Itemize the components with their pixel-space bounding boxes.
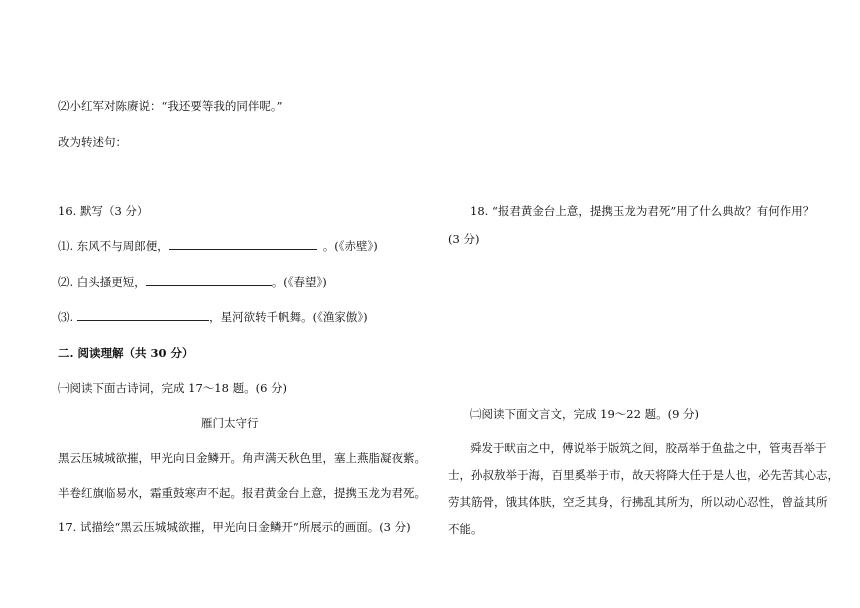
q16-1-suffix: 。(《赤壁》) [322,239,378,253]
poem-line-1: 黑云压城城欲摧，甲光向日金鳞开。角声满天秋色里，塞上燕脂凝夜紫。 [58,451,426,465]
poem-title: 雁门太守行 [201,416,259,430]
q15-2-sentence: ⑵小红军对陈赓说：“我还要等我的同伴呢。” [58,99,283,113]
q16-3-prefix: ⑶. [58,310,74,324]
section-2-heading: 二. 阅读理解（共 30 分） [58,346,194,360]
q16-3-suffix: ，星河欲转千帆舞。(《渔家傲》) [209,310,368,324]
q18-line-2: (3 分) [448,232,480,246]
passage-line-2: 士，孙叔敖举于海，百里奚举于市，故天将降大任于是人也，必先苦其心志， [448,468,839,482]
q18-line-1: 18. “报君黄金台上意，提携玉龙为君死”用了什么典故？有何作用？ [470,204,815,218]
q16-2-suffix: 。(《春望》) [271,275,327,289]
q16-title: 16. 默写（3 分） [58,204,149,218]
q16-1 [58,238,378,254]
q17: 17. 试描绘“黑云压城城欲摧，甲光向日金鳞开”所展示的画面。(3 分) [58,520,411,534]
poem-line-2: 半卷红旗临易水，霜重鼓寒声不起。报君黄金台上意，提携玉龙为君死。 [58,486,426,500]
q16-2-prefix: ⑵. 白头搔更短， [58,275,146,289]
passage-line-1: 舜发于畎亩之中，傅说举于版筑之间，胶鬲举于鱼盐之中，管夷吾举于 [470,441,827,455]
q16-3 [58,309,368,325]
q16-1-prefix: ⑴. 东风不与周郎便， [58,239,169,253]
q15-instruction: 改为转述句： [58,135,127,149]
passage-line-3: 劳其筋骨，饿其体肤，空乏其身，行拂乱其所为，所以动心忍性，曾益其所 [448,495,828,509]
q16-2-answer-blank[interactable] [146,274,272,286]
passage-line-4: 不能。 [448,522,483,536]
q16-3-answer-blank[interactable] [77,309,209,321]
subsection-1-instruction: ㈠阅读下面古诗词，完成 17～18 题。(6 分) [58,381,288,395]
q16-2 [58,274,327,290]
subsection-2-instruction: ㈡阅读下面文言文，完成 19～22 题。(9 分) [470,407,700,421]
q16-1-answer-blank[interactable] [169,238,317,250]
